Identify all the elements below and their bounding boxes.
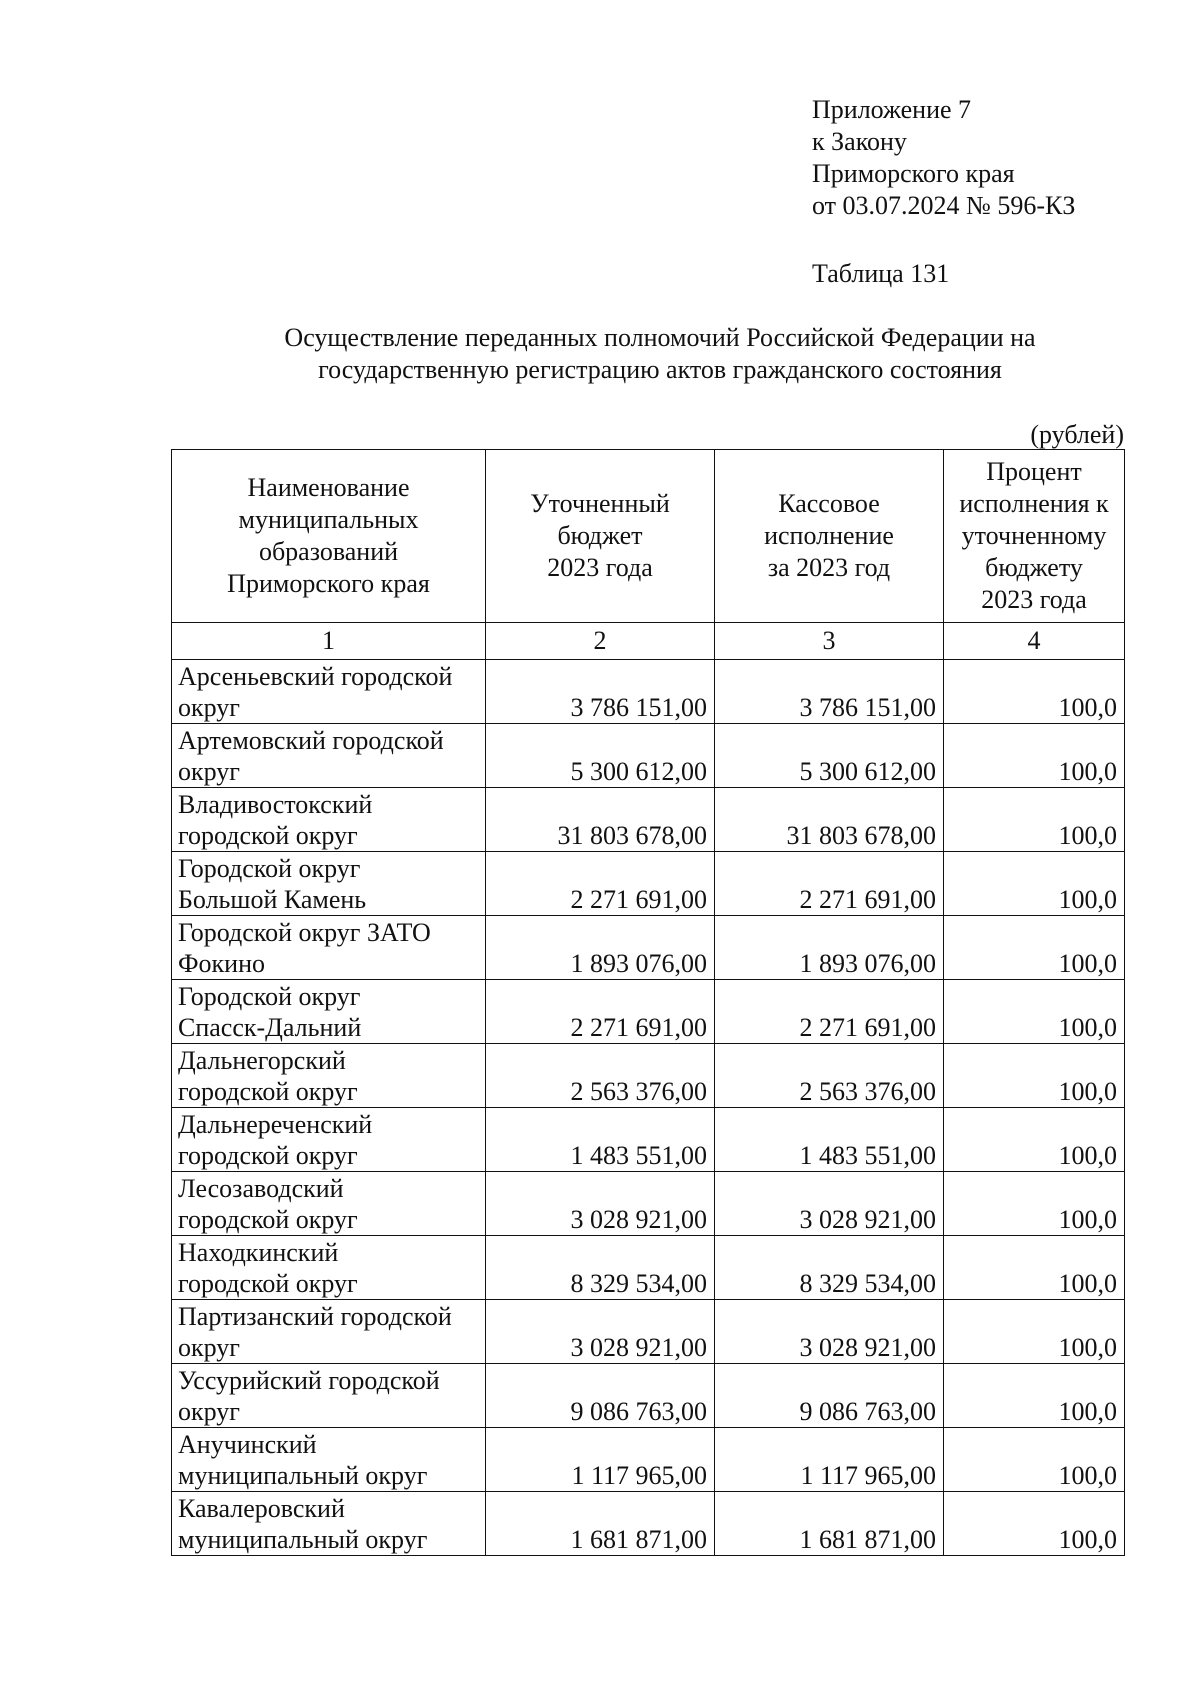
table-row: [172, 1300, 1125, 1364]
title-line: Осуществление переданных полномочий Российской Федерации на: [284, 323, 1036, 352]
execution-cell: 3 028 921,00: [715, 1172, 944, 1236]
document-title: [160, 322, 1160, 386]
execution-cell: 2 271 691,00: [715, 852, 944, 916]
table-row: [172, 788, 1125, 852]
municipality-name: Дальнегорский городской округ: [172, 1044, 486, 1108]
table-row: [172, 980, 1125, 1044]
percent-cell: 100,0: [944, 1492, 1125, 1556]
percent-cell: 100,0: [944, 660, 1125, 724]
budget-cell: 2 563 376,00: [486, 1044, 715, 1108]
execution-cell: 2 563 376,00: [715, 1044, 944, 1108]
percent-cell: 100,0: [944, 852, 1125, 916]
municipality-name: Партизанский городской округ: [172, 1300, 486, 1364]
title-line: государственную регистрацию актов гражданского состояния: [318, 355, 1002, 384]
municipality-name: Арсеньевский городской округ: [172, 660, 486, 724]
execution-cell: 1 483 551,00: [715, 1108, 944, 1172]
budget-cell: 1 681 871,00: [486, 1492, 715, 1556]
municipality-name: Городской округ Спасск-Дальний: [172, 980, 486, 1044]
execution-cell: 31 803 678,00: [715, 788, 944, 852]
percent-cell: 100,0: [944, 724, 1125, 788]
column-number: 3: [715, 623, 944, 660]
municipality-name: Артемовский городской округ: [172, 724, 486, 788]
execution-cell: 8 329 534,00: [715, 1236, 944, 1300]
municipality-name: Городской округ ЗАТО Фокино: [172, 916, 486, 980]
column-header: Процент исполнения к уточненному бюджету 2023 года: [944, 450, 1125, 623]
percent-cell: 100,0: [944, 1044, 1125, 1108]
budget-cell: 9 086 763,00: [486, 1364, 715, 1428]
budget-cell: 3 028 921,00: [486, 1300, 715, 1364]
budget-cell: 1 893 076,00: [486, 916, 715, 980]
municipality-name: Уссурийский городской округ: [172, 1364, 486, 1428]
execution-cell: 1 893 076,00: [715, 916, 944, 980]
table-row: [172, 660, 1125, 724]
table-body: [172, 623, 1125, 1556]
percent-cell: 100,0: [944, 1428, 1125, 1492]
budget-cell: 1 117 965,00: [486, 1428, 715, 1492]
appendix-block: [812, 94, 1075, 222]
municipality-name: Городской округ Большой Камень: [172, 852, 486, 916]
table-row: [172, 1364, 1125, 1428]
budget-cell: 8 329 534,00: [486, 1236, 715, 1300]
execution-cell: 1 117 965,00: [715, 1428, 944, 1492]
percent-cell: 100,0: [944, 788, 1125, 852]
appendix-line: Приморского края: [812, 159, 1015, 188]
table-number: Таблица 131: [812, 259, 950, 288]
percent-cell: 100,0: [944, 1108, 1125, 1172]
table-row: [172, 916, 1125, 980]
appendix-line: к Закону: [812, 127, 907, 156]
appendix-line: от 03.07.2024 № 596-КЗ: [812, 191, 1076, 220]
column-number: 1: [172, 623, 486, 660]
table-row: [172, 1172, 1125, 1236]
column-number-row: [172, 623, 1125, 660]
municipality-name: Лесозаводский городской округ: [172, 1172, 486, 1236]
table-row: [172, 724, 1125, 788]
execution-cell: 5 300 612,00: [715, 724, 944, 788]
column-header: Кассовое исполнение за 2023 год: [715, 450, 944, 623]
execution-cell: 1 681 871,00: [715, 1492, 944, 1556]
column-number: 2: [486, 623, 715, 660]
percent-cell: 100,0: [944, 1236, 1125, 1300]
table-header-row: [172, 450, 1125, 623]
table-row: [172, 1428, 1125, 1492]
budget-cell: 1 483 551,00: [486, 1108, 715, 1172]
percent-cell: 100,0: [944, 1300, 1125, 1364]
percent-cell: 100,0: [944, 916, 1125, 980]
percent-cell: 100,0: [944, 980, 1125, 1044]
table-row: [172, 852, 1125, 916]
municipality-name: Анучинский муниципальный округ: [172, 1428, 486, 1492]
table-row: [172, 1236, 1125, 1300]
appendix-line: Приложение 7: [812, 95, 972, 124]
execution-cell: 3 786 151,00: [715, 660, 944, 724]
budget-cell: 5 300 612,00: [486, 724, 715, 788]
percent-cell: 100,0: [944, 1172, 1125, 1236]
execution-cell: 2 271 691,00: [715, 980, 944, 1044]
percent-cell: 100,0: [944, 1364, 1125, 1428]
municipality-name: Владивостокский городской округ: [172, 788, 486, 852]
execution-cell: 3 028 921,00: [715, 1300, 944, 1364]
municipality-name: Находкинский городской округ: [172, 1236, 486, 1300]
table-row: [172, 1044, 1125, 1108]
municipality-name: Кавалеровский муниципальный округ: [172, 1492, 486, 1556]
column-number: 4: [944, 623, 1125, 660]
column-header: Уточненный бюджет 2023 года: [486, 450, 715, 623]
budget-table: [171, 449, 1125, 1556]
municipality-name: Дальнереченский городской округ: [172, 1108, 486, 1172]
budget-cell: 3 786 151,00: [486, 660, 715, 724]
budget-cell: 3 028 921,00: [486, 1172, 715, 1236]
unit-label: (рублей): [1030, 420, 1124, 449]
column-header: Наименование муниципальных образований Приморского края: [172, 450, 486, 623]
budget-cell: 31 803 678,00: [486, 788, 715, 852]
execution-cell: 9 086 763,00: [715, 1364, 944, 1428]
budget-cell: 2 271 691,00: [486, 980, 715, 1044]
table-row: [172, 1108, 1125, 1172]
budget-cell: 2 271 691,00: [486, 852, 715, 916]
table-row: [172, 1492, 1125, 1556]
